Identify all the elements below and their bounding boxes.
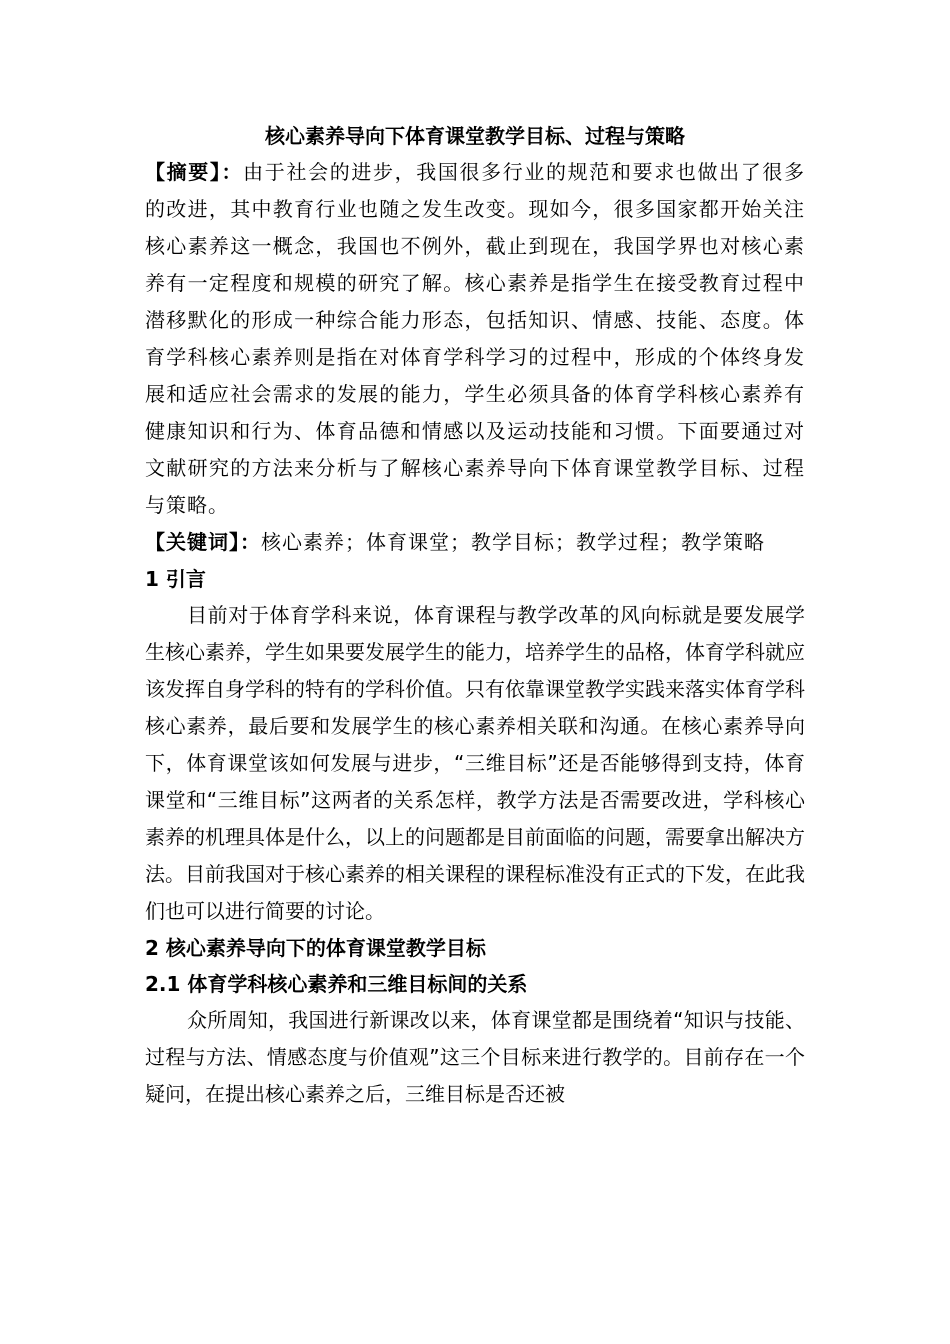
- abstract: [145, 154, 805, 524]
- section-2-1-paragraph: 众所周知，我国进行新课改以来，体育课堂都是围绕着“知识与技能、过程与方法、情感态度与价值观”这三个目标来进行教学的。目前存在一个疑问，在提出核心素养之后，三维目标是否还被: [145, 1008, 805, 1106]
- section-2-heading: 2 核心素养导向下的体育课堂教学目标: [145, 936, 486, 960]
- section-2-1-heading: 2.1 体育学科核心素养和三维目标间的关系: [145, 972, 528, 996]
- keywords-text: 核心素养；体育课堂；教学目标；教学过程；教学策略: [261, 530, 765, 554]
- document-title: 核心素养导向下体育课堂教学目标、过程与策略: [265, 124, 685, 148]
- section-1-paragraph: 目前对于体育学科来说，体育课程与教学改革的风向标就是要发展学生核心素养，学生如果要发展学生的能力，培养学生的品格，体育学科就应该发挥自身学科的特有的学科价值。只有依靠课堂教学实践来落实体育学科核心素养，最后要和发展学生的核心素养相关联和沟通。在核心素养导向下，体育课堂该如何发展与进步，“三维目标”还是否能够得到支持，体育课堂和“三维目标”这两者的关系怎样，教学方法是否需要改进，学科核心素养的机理具体是什么，以上的问题都是目前面临的问题，需要拿出解决方法。目前我国对于核心素养的相关课程的课程标准没有正式的下发，在此我们也可以进行简要的讨论。: [145, 603, 805, 923]
- section-1-heading: 1 引言: [145, 567, 206, 591]
- abstract-text: 由于社会的进步，我国很多行业的规范和要求也做出了很多的改进，其中教育行业也随之发生改变。现如今，很多国家都开始关注核心素养这一概念，我国也不例外，截止到现在，我国学界也对核心素养有一定程度和规模的研究了解。核心素养是指学生在接受教育过程中潜移默化的形成一种综合能力形态，包括知识、情感、技能、态度。体育学科核心素养则是指在对体育学科学习的过程中，形成的个体终身发展和适应社会需求的发展的能力，学生必须具备的体育学科核心素养有健康知识和行为、体育品德和情感以及运动技能和习惯。下面要通过对文献研究的方法来分析与了解核心素养导向下体育课堂教学目标、过程与策略。: [145, 160, 806, 517]
- document-body: [145, 118, 805, 1113]
- keywords-label: 【关键词】：: [145, 530, 261, 554]
- keywords: [145, 524, 805, 561]
- abstract-label: 【摘要】：: [145, 160, 244, 184]
